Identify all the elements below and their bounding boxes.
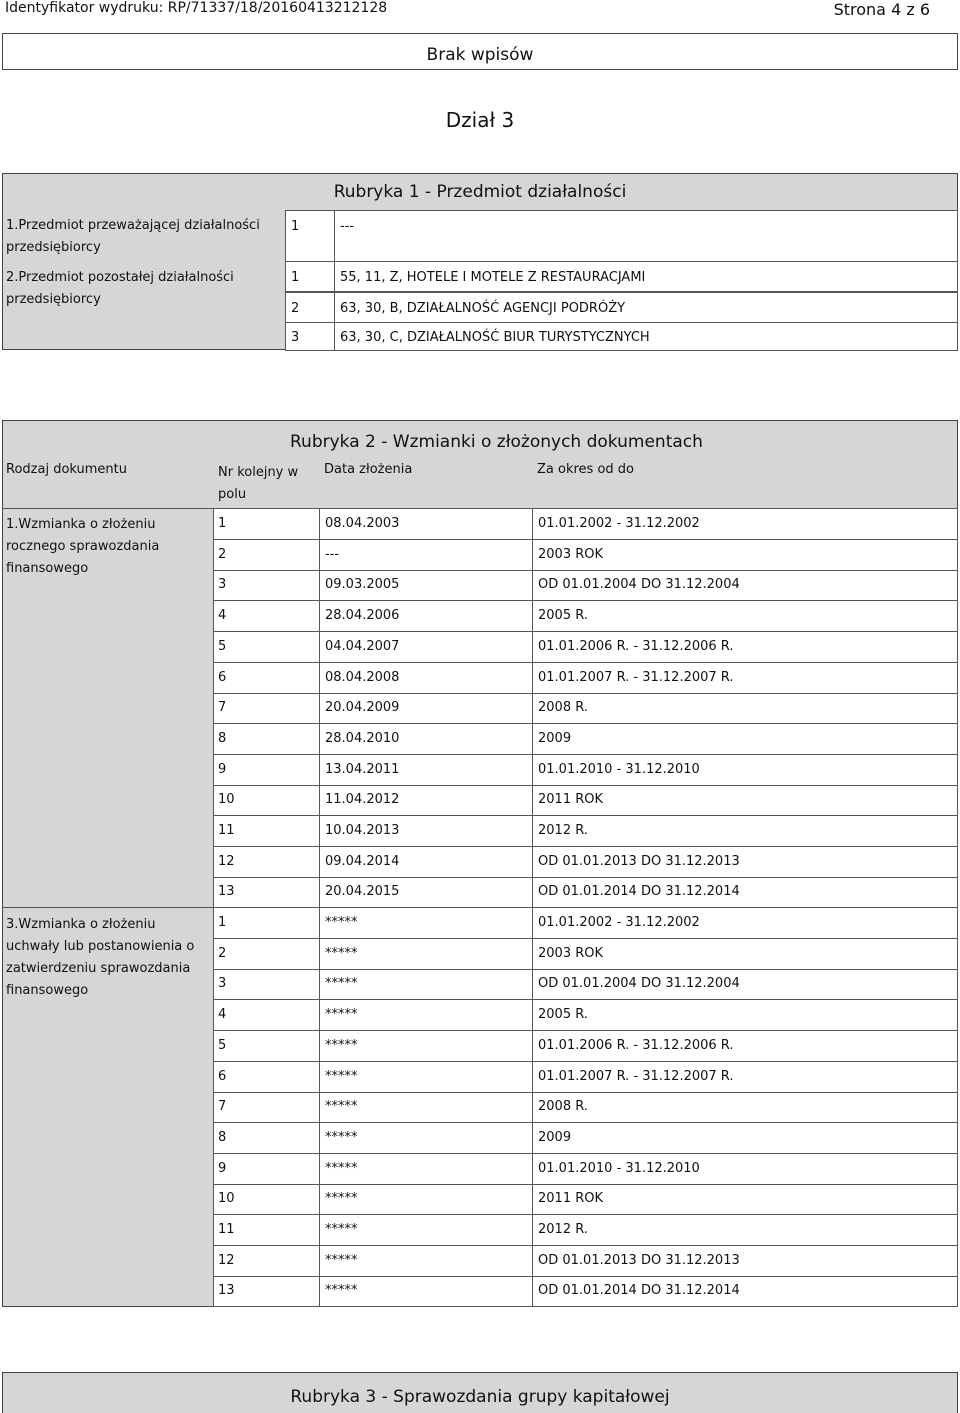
row-nr: 11 <box>218 1222 235 1237</box>
row-date: 11.04.2012 <box>319 785 532 815</box>
row-period: OD 01.01.2013 DO 31.12.2013 <box>532 847 958 877</box>
other-row-nr: 1 <box>285 261 335 292</box>
row-nr: 1 <box>218 516 227 531</box>
row-nr: 5 <box>218 639 227 654</box>
row-date: ***** <box>319 1154 532 1184</box>
row-period: OD 01.01.2013 DO 31.12.2013 <box>532 1246 958 1276</box>
row-period: 2011 ROK <box>532 785 958 815</box>
row-period: 2005 R. <box>532 601 958 631</box>
row-date: ***** <box>319 1000 532 1030</box>
row-nr: 2 <box>218 946 227 961</box>
document-row <box>213 877 958 908</box>
row-period: 2005 R. <box>532 1000 958 1030</box>
row-nr: 3 <box>218 577 227 592</box>
row-period: 2003 ROK <box>532 540 958 570</box>
row-nr: 10 <box>218 1191 235 1206</box>
no-entries-text: Brak wpisów <box>426 45 534 65</box>
row-period: 01.01.2010 - 31.12.2010 <box>532 1154 958 1184</box>
row-nr: 9 <box>218 762 227 777</box>
rubryka3-title: Rubryka 3 - Sprawozdania grupy kapitałowej <box>290 1387 670 1407</box>
row-date: 08.04.2003 <box>319 509 532 539</box>
row-period: 01.01.2010 - 31.12.2010 <box>532 755 958 785</box>
row-period: 2008 R. <box>532 693 958 723</box>
row-date: 20.04.2009 <box>319 693 532 723</box>
row-date: --- <box>319 540 532 570</box>
document-row <box>213 1000 958 1031</box>
row-date: ***** <box>319 1062 532 1092</box>
main-row-value: --- <box>334 210 958 262</box>
other-row-value: 55, 11, Z, HOTELE I MOTELE Z RESTAURACJAMI <box>334 261 958 292</box>
row-nr: 8 <box>218 1130 227 1145</box>
row-date: 08.04.2008 <box>319 663 532 693</box>
document-row <box>213 601 958 632</box>
row-date: ***** <box>319 969 532 999</box>
group2-label: 3.Wzmianka o złożeniu uchwały lub postanowienia o zatwierdzeniu sprawozdania finansowego <box>6 917 195 998</box>
no-entries-box <box>2 33 958 70</box>
row-date: ***** <box>319 1092 532 1122</box>
row-nr: 6 <box>218 670 227 685</box>
row-period: 01.01.2002 - 31.12.2002 <box>532 908 958 938</box>
row-date: ***** <box>319 1184 532 1214</box>
group-divider <box>2 907 213 908</box>
row-date: ***** <box>319 908 532 938</box>
row-period: 2012 R. <box>532 816 958 846</box>
row-period: OD 01.01.2004 DO 31.12.2004 <box>532 969 958 999</box>
row-period: 2009 <box>532 724 958 754</box>
row-nr: 7 <box>218 1099 227 1114</box>
rubryka1-title: Rubryka 1 - Przedmiot działalności <box>333 182 627 202</box>
row-nr: 13 <box>218 1283 235 1298</box>
row-period: 2008 R. <box>532 1092 958 1122</box>
column-header-document: Rodzaj dokumentu <box>6 462 127 477</box>
document-row <box>213 693 958 724</box>
row-date: ***** <box>319 1246 532 1276</box>
row-date: ***** <box>319 939 532 969</box>
document-row <box>213 1062 958 1093</box>
row-date: 04.04.2007 <box>319 632 532 662</box>
row-nr: 7 <box>218 700 227 715</box>
row-date: 09.04.2014 <box>319 847 532 877</box>
row-date: ***** <box>319 1276 532 1306</box>
group1-label: 1.Wzmianka o złożeniu rocznego sprawozdania finansowego <box>6 517 160 576</box>
document-row <box>213 755 958 786</box>
main-row-nr: 1 <box>285 210 335 262</box>
other-row-nr: 2 <box>285 292 335 323</box>
row-period: OD 01.01.2014 DO 31.12.2014 <box>532 1276 958 1306</box>
row-date: 28.04.2010 <box>319 724 532 754</box>
document-row <box>213 1123 958 1154</box>
row-period: OD 01.01.2004 DO 31.12.2004 <box>532 570 958 600</box>
section-title: Dział 3 <box>445 108 515 132</box>
rubryka2-title: Rubryka 2 - Wzmianki o złożonych dokumentach <box>290 432 703 452</box>
row-nr: 1 <box>218 915 227 930</box>
rubryka1-main-label: 1.Przedmiot przeważającej działalności przedsiębiorcy <box>6 218 260 255</box>
document-row <box>213 1276 958 1307</box>
row-nr: 13 <box>218 884 235 899</box>
rubryka3-section <box>2 1372 958 1413</box>
row-nr: 10 <box>218 792 235 807</box>
document-row <box>213 939 958 970</box>
document-row <box>213 540 958 571</box>
print-identifier: Identyfikator wydruku: RP/71337/18/20160413212128 <box>5 0 388 16</box>
row-nr: 2 <box>218 547 227 562</box>
row-period: 2012 R. <box>532 1215 958 1245</box>
row-nr: 3 <box>218 976 227 991</box>
row-date: 10.04.2013 <box>319 816 532 846</box>
row-nr: 11 <box>218 823 235 838</box>
row-period: 01.01.2007 R. - 31.12.2007 R. <box>532 663 958 693</box>
document-row <box>213 1215 958 1246</box>
row-date: 13.04.2011 <box>319 755 532 785</box>
row-period: 01.01.2007 R. - 31.12.2007 R. <box>532 1062 958 1092</box>
row-date: ***** <box>319 1123 532 1153</box>
other-row-value: 63, 30, C, DZIAŁALNOŚĆ BIUR TURYSTYCZNYCH <box>334 322 958 351</box>
row-date: ***** <box>319 1031 532 1061</box>
document-row <box>213 570 958 601</box>
row-nr: 8 <box>218 731 227 746</box>
row-date: 28.04.2006 <box>319 601 532 631</box>
header-divider <box>2 508 213 509</box>
row-period: 2011 ROK <box>532 1184 958 1214</box>
column-header-period: Za okres od do <box>537 462 634 477</box>
row-nr: 5 <box>218 1038 227 1053</box>
row-period: 2003 ROK <box>532 939 958 969</box>
document-row <box>213 969 958 1000</box>
row-nr: 9 <box>218 1161 227 1176</box>
document-row <box>213 1184 958 1215</box>
other-row-nr: 3 <box>285 322 335 351</box>
row-date: 09.03.2005 <box>319 570 532 600</box>
column-header-date: Data złożenia <box>324 462 413 477</box>
document-row <box>213 1246 958 1277</box>
document-row <box>213 785 958 816</box>
document-row <box>213 816 958 847</box>
document-row <box>213 663 958 694</box>
row-period: OD 01.01.2014 DO 31.12.2014 <box>532 877 958 907</box>
row-date: 20.04.2015 <box>319 877 532 907</box>
page-number: Strona 4 z 6 <box>833 0 930 19</box>
row-nr: 4 <box>218 1007 227 1022</box>
row-nr: 12 <box>218 1253 235 1268</box>
document-row <box>213 1092 958 1123</box>
row-period: 2009 <box>532 1123 958 1153</box>
row-date: ***** <box>319 1215 532 1245</box>
rubryka1-other-label: 2.Przedmiot pozostałej działalności przedsiębiorcy <box>6 270 234 307</box>
row-period: 01.01.2006 R. - 31.12.2006 R. <box>532 1031 958 1061</box>
document-row <box>213 632 958 663</box>
row-nr: 6 <box>218 1069 227 1084</box>
column-header-nr: Nr kolejny w polu <box>218 465 299 502</box>
document-row <box>213 724 958 755</box>
other-row-value: 63, 30, B, DZIAŁALNOŚĆ AGENCJI PODRÓŻY <box>334 292 958 323</box>
row-nr: 4 <box>218 608 227 623</box>
document-row <box>213 847 958 878</box>
row-period: 01.01.2002 - 31.12.2002 <box>532 509 958 539</box>
document-row <box>213 1031 958 1062</box>
document-row <box>213 509 958 540</box>
document-row <box>213 908 958 939</box>
document-row <box>213 1154 958 1185</box>
row-period: 01.01.2006 R. - 31.12.2006 R. <box>532 632 958 662</box>
row-nr: 12 <box>218 854 235 869</box>
